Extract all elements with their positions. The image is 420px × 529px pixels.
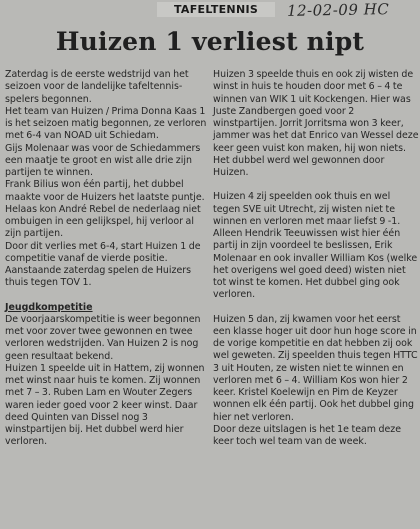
article-paragraph: Huizen 5 dan, zij kwamen voor het eerst een klasse hoger uit door hun hoge score in de vorige kompetitie en dat hebben zij ook wel geweten. Zij speelden thuis tegen HTTC 3 uit Houten, ze wisten niet te winnen en verloren met 6 – 4. William Kos won hier 2 keer. Kristel Koelewijn en Pim de Keyzer wonnen elk één partij. Ook het dubbel ging hier net verloren. <box>213 313 418 423</box>
article-paragraph: Huizen 3 speelde thuis en ook zij wisten de winst in huis te houden door met 6 – 4 te winnen van WIK 1 uit Kockengen. Hier was Juste Zandbergen goed voor 2 winstpartijen. Jorrit Jorritsma won 3 keer, jammer was het dat Enrico van Wessel deze keer geen vuist kon maken, hij won niets. Het dubbel werd wel gewonnen door Huizen. <box>213 69 419 178</box>
article-paragraph: Het team van Huizen / Prima Donna Kaas 1 is het seizoen matig begonnen, ze verloren met 6-4 van NOAD uit Schiedam. <box>5 105 207 142</box>
article-right-column <box>213 69 419 448</box>
article-left-column <box>5 69 211 449</box>
paragraph-gap <box>213 302 419 314</box>
article-paragraph: Huizen 1 speelde uit in Hattem, zij wonnen met winst naar huis te komen. Zij wonnen met 7 – 3. Ruben Lam en Wouter Zegers waren ieder goed voor 2 keer winst. Daar deed Quinten van Dissel nog 3 winstpartijen bij. Het dubbel werd hier verloren. <box>5 362 205 448</box>
article-paragraph: Huizen 4 zij speelden ook thuis en wel tegen SVE uit Utrecht, zij wisten niet te winnen en verloren met maar liefst 9 -1. Alleen Hendrik Teeuwissen wist hier één partij in zijn voordeel te beslissen, Erik Molenaar en ook invaller William Kos (welke het overigens wel goed deed) wisten niet tot winst te komen. Het dubbel ging ook verloren. <box>213 191 418 301</box>
article-paragraph: Zaterdag is de eerste wedstrijd van het seizoen voor de landelijke tafeltennis-spelers begonnen. <box>5 69 189 105</box>
article-paragraph: De voorjaarskompetitie is weer begonnen met voor zover twee gewonnen en twee verloren wedstrijden. Van Huizen 2 is nog geen resultaat bekend. <box>5 313 201 362</box>
paragraph-gap <box>5 290 211 302</box>
article-paragraph: Door deze uitslagen is het 1e team deze keer toch wel team van de week. <box>213 423 402 447</box>
subheading: Jeugdkompetitie <box>5 301 93 313</box>
handwritten-date-note: 12-02-09 HC <box>286 0 390 20</box>
article-paragraph: Gijs Molenaar was voor de Schiedammers een maatje te groot en wist alle drie zijn partijen te winnen. <box>5 142 201 178</box>
section-label: TAFELTENNIS <box>157 2 275 17</box>
article-paragraph: Door dit verlies met 6-4, start Huizen 1 de competitie vanaf de vierde positie. Aanstaande zaterdag spelen de Huizers thuis tegen TOV 1. <box>5 240 201 289</box>
paragraph-gap <box>213 179 419 191</box>
article-headline: Huizen 1 verliest nipt <box>55 27 365 56</box>
article-paragraph: Frank Bilius won één partij, het dubbel maakte voor de Huizers het laatste puntje. Helaas kon André Rebel de nederlaag niet ombuigen in een gelijkspel, hij verloor al zijn partijen. <box>5 179 205 240</box>
